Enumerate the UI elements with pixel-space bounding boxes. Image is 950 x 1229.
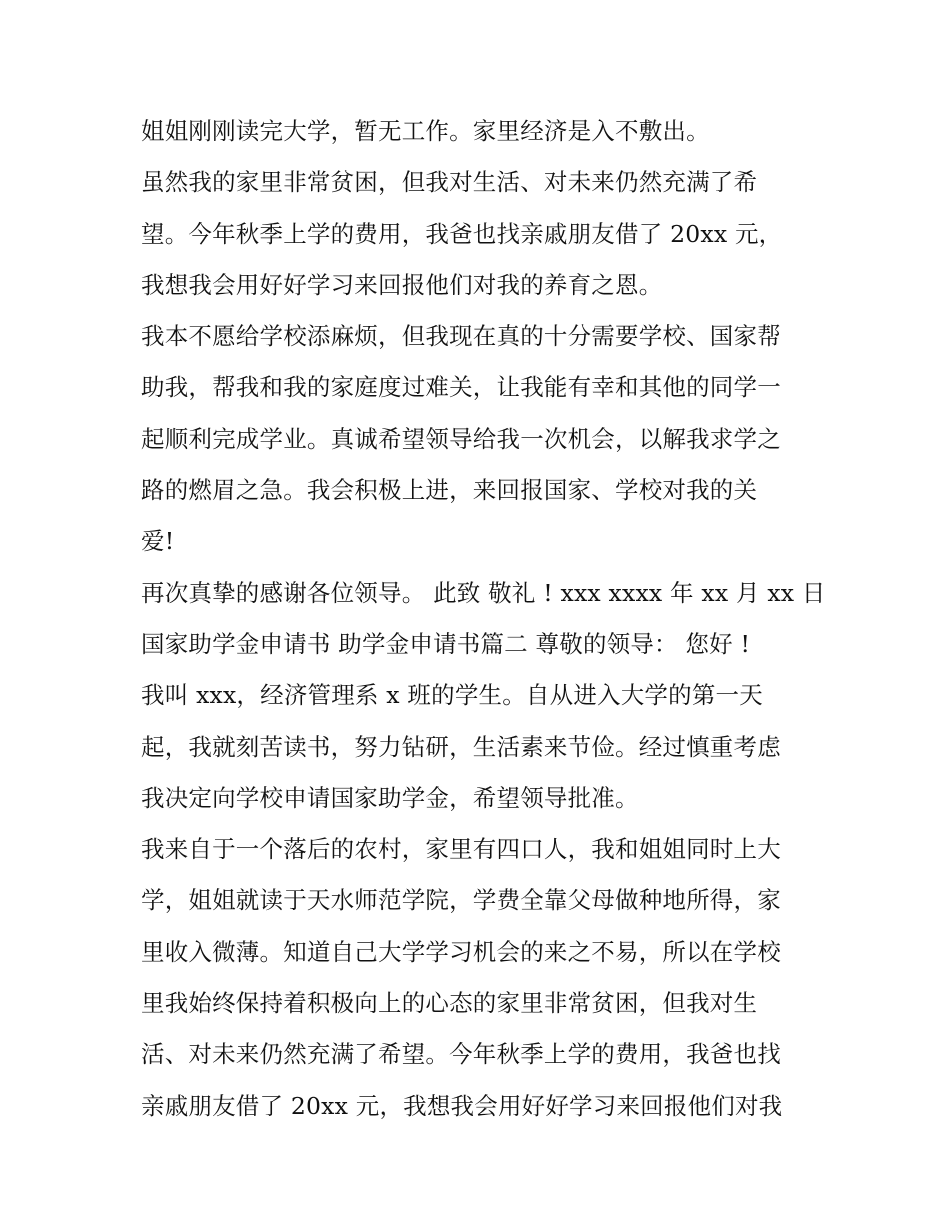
text-line: 再次真挚的感谢各位领导。 此致 敬礼 ! xxx xxxx 年 xx 月 xx 日 <box>141 578 826 607</box>
text-line: 我本不愿给学校添麻烦，但我现在真的十分需要学校、国家帮 <box>141 322 781 351</box>
text-line: 活、对未来仍然充满了希望。今年秋季上学的费用，我爸也找 <box>141 1040 781 1069</box>
text-line: 我来自于一个落后的农村，家里有四口人，我和姐姐同时上大 <box>141 835 781 864</box>
text-line: 路的燃眉之急。我会积极上进，来回报国家、学校对我的关 <box>141 476 758 505</box>
text-line: 起顺利完成学业。真诚希望领导给我一次机会，以解我求学之 <box>141 424 781 453</box>
text-line: 里收入微薄。知道自己大学学习机会的来之不易，所以在学校 <box>141 937 781 966</box>
text-line: 望。今年秋季上学的费用，我爸也找亲戚朋友借了 20xx 元， <box>141 219 783 248</box>
text-line: 国家助学金申请书 助学金申请书篇二 尊敬的领导： 您好 ! <box>141 629 751 658</box>
text-line: 爱! <box>141 527 175 556</box>
text-line: 亲戚朋友借了 20xx 元，我想我会用好好学习来回报他们对我 <box>141 1091 783 1120</box>
text-line: 我决定向学校申请国家助学金，希望领导批准。 <box>141 783 639 812</box>
text-line: 学，姐姐就读于天水师范学院，学费全靠父母做种地所得，家 <box>141 886 781 915</box>
text-line: 虽然我的家里非常贫困，但我对生活、对未来仍然充满了希 <box>141 168 758 197</box>
document-body <box>141 106 831 1132</box>
text-line: 里我始终保持着积极向上的心态的家里非常贫困，但我对生 <box>141 989 758 1018</box>
text-line: 起，我就刻苦读书，努力钻研，生活素来节俭。经过慎重考虑 <box>141 732 781 761</box>
text-line: 我叫 xxx，经济管理系 x 班的学生。自从进入大学的第一天 <box>141 681 763 710</box>
text-line: 姐姐刚刚读完大学，暂无工作。家里经济是入不敷出。 <box>141 117 710 145</box>
text-line: 助我，帮我和我的家庭度过难关，让我能有幸和其他的同学一 <box>141 373 781 402</box>
text-line: 我想我会用好好学习来回报他们对我的养育之恩。 <box>141 270 663 299</box>
